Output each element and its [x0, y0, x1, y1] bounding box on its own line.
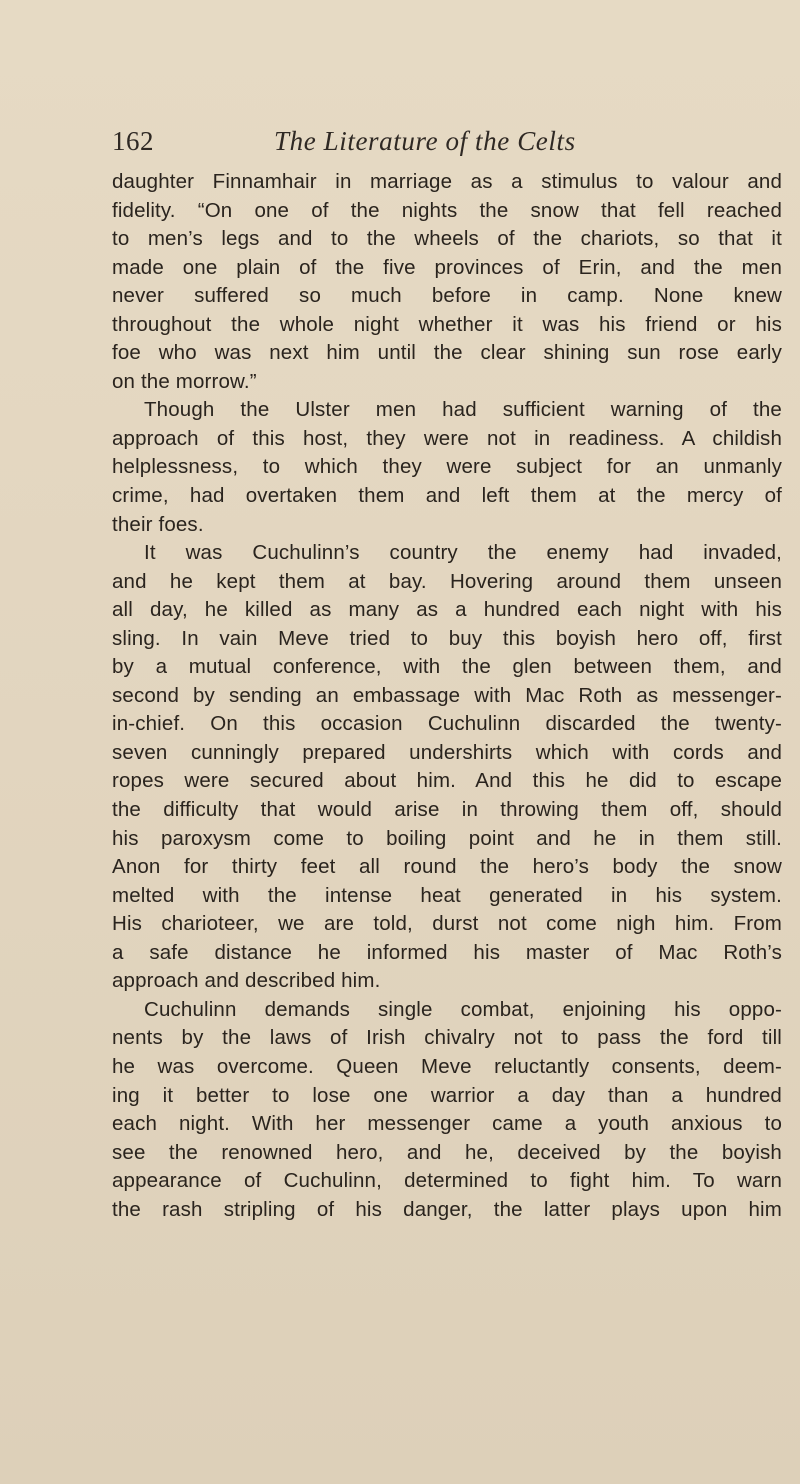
- text-line: by a mutual conference, with the glen between them, and: [112, 655, 782, 679]
- text-line: appearance of Cuchulinn, determined to fight him. To warn: [112, 1169, 782, 1193]
- running-title: The Literature of the Celts: [274, 126, 576, 156]
- text-line: his paroxysm come to boiling point and he in them still.: [112, 826, 782, 850]
- text-line: he was overcome. Queen Meve reluctantly consents, deem-: [112, 1054, 782, 1078]
- text-line: all day, he killed as many as a hundred each night with his: [112, 598, 782, 622]
- text-line: crime, had overtaken them and left them at the mercy of: [112, 484, 782, 508]
- text-line: their foes.: [112, 512, 204, 536]
- text-line: It was Cuchulinn’s country the enemy had invaded,: [144, 541, 782, 565]
- text-line: to men’s legs and to the wheels of the chariots, so that it: [112, 227, 782, 251]
- text-line: throughout the whole night whether it was his friend or his: [112, 312, 782, 336]
- text-line: Cuchulinn demands single combat, enjoining his oppo-: [144, 997, 782, 1021]
- text-line: His charioteer, we are told, durst not come nigh him. From: [112, 912, 782, 936]
- text-line: helplessness, to which they were subject for an unmanly: [112, 455, 782, 479]
- text-line: ing it better to lose one warrior a day than a hundred: [112, 1083, 782, 1107]
- text-line: see the renowned hero, and he, deceived by the boyish: [112, 1140, 782, 1164]
- text-line: fidelity. “On one of the nights the snow that fell reached: [112, 198, 782, 222]
- text-line: made one plain of the five provinces of Erin, and the men: [112, 255, 782, 279]
- text-line: foe who was next him until the clear shining sun rose early: [112, 341, 782, 365]
- text-line: and he kept them at bay. Hovering around them unseen: [112, 569, 782, 593]
- text-line: in-chief. On this occasion Cuchulinn discarded the twenty-: [112, 712, 782, 736]
- text-line: ropes were secured about him. And this he did to escape: [112, 769, 782, 793]
- text-line: seven cunningly prepared undershirts which with cords and: [112, 740, 782, 764]
- text-line: never suffered so much before in camp. None knew: [112, 284, 782, 308]
- body-text: [112, 168, 782, 1224]
- text-line: nents by the laws of Irish chivalry not to pass the ford till: [112, 1026, 782, 1050]
- text-line: approach and described him.: [112, 969, 381, 993]
- text-line: a safe distance he informed his master of Mac Roth’s: [112, 940, 782, 964]
- page-header: [112, 126, 752, 166]
- text-line: sling. In vain Meve tried to buy this boyish hero off, first: [112, 626, 782, 650]
- text-line: second by sending an embassage with Mac Roth as messenger-: [112, 683, 782, 707]
- text-line: each night. With her messenger came a youth anxious to: [112, 1112, 782, 1136]
- text-line: the rash stripling of his danger, the latter plays upon him: [112, 1197, 782, 1221]
- text-line: Though the Ulster men had sufficient warning of the: [144, 398, 782, 422]
- text-line: the difficulty that would arise in throwing them off, should: [112, 798, 782, 822]
- text-line: daughter Finnamhair in marriage as a stimulus to valour and: [112, 170, 782, 193]
- page-number: 162: [112, 126, 154, 156]
- text-line: on the morrow.”: [112, 369, 257, 393]
- text-line: melted with the intense heat generated in his system.: [112, 883, 782, 907]
- text-line: Anon for thirty feet all round the hero’s body the snow: [112, 855, 782, 879]
- text-line: approach of this host, they were not in readiness. A childish: [112, 426, 782, 450]
